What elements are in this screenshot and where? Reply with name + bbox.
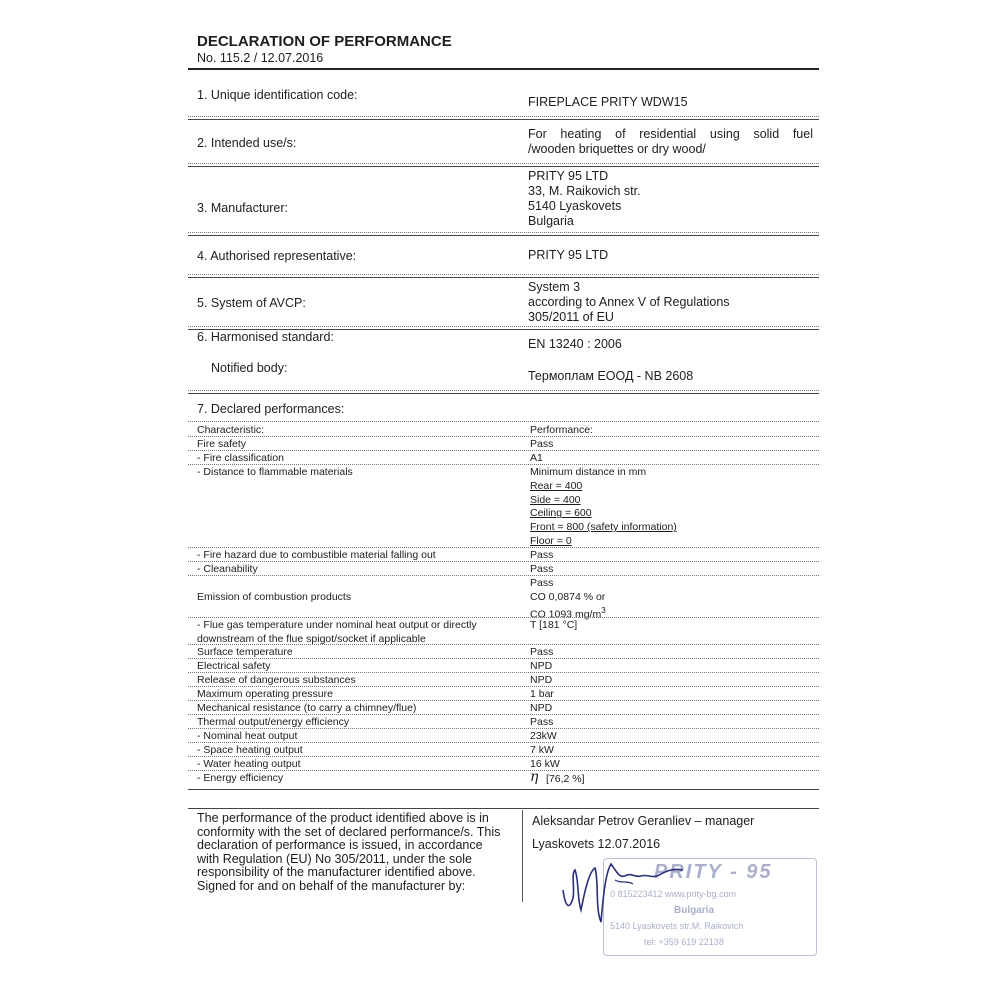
row-performance-detail: Rear = 400 bbox=[530, 479, 583, 492]
table-rule bbox=[188, 436, 819, 437]
row-characteristic: - Energy efficiency bbox=[197, 771, 284, 784]
row-characteristic: - Cleanability bbox=[197, 563, 258, 575]
row-performance-detail: Front = 800 (safety information) bbox=[530, 521, 677, 534]
footer-statement bbox=[197, 812, 500, 894]
table-rule bbox=[188, 789, 819, 790]
row-performance: 1 bar bbox=[530, 688, 554, 701]
rule bbox=[188, 235, 819, 236]
row-characteristic: Release of dangerous substances bbox=[197, 674, 356, 687]
row-characteristic: downstream of the flue spigot/socket if applicable bbox=[197, 632, 426, 645]
row-performance: A1 bbox=[530, 451, 543, 464]
row-performance: Pass bbox=[530, 563, 554, 575]
row-performance: NPD bbox=[530, 660, 553, 673]
table-rule bbox=[188, 658, 819, 659]
signatory: Aleksandar Petrov Geranliev – manager bbox=[532, 814, 755, 828]
s5-value-line: System 3 bbox=[528, 280, 581, 294]
row-performance: NPD bbox=[530, 702, 553, 714]
row-performance: Pass bbox=[530, 576, 554, 589]
stamp-text: 0 815223412 www.prity-bg.com bbox=[610, 889, 737, 899]
stamp-text: tel: +359 619 22138 bbox=[644, 937, 724, 947]
table-rule bbox=[188, 561, 819, 562]
s3-value bbox=[528, 169, 641, 229]
s6-value: EN 13240 : 2006 bbox=[528, 337, 622, 351]
s1-label: 1. Unique identification code: bbox=[197, 88, 358, 102]
statement-line: with Regulation (EU) No 305/2011, under the sole bbox=[197, 851, 472, 866]
row-performance: NPD bbox=[530, 674, 553, 687]
rule bbox=[188, 274, 819, 275]
s3-value-line: PRITY 95 LTD bbox=[528, 169, 609, 183]
notified-body-label: Notified body: bbox=[211, 361, 288, 375]
row-performance: 7 kW bbox=[530, 743, 554, 756]
statement-line: Signed for and on behalf of the manufacturer by: bbox=[197, 878, 466, 893]
s3-value-line: 33, M. Raikovich str. bbox=[528, 184, 641, 198]
footer-rule bbox=[188, 808, 819, 809]
s4-label: 4. Authorised representative: bbox=[197, 249, 357, 263]
row-performance: CO 0,0874 % or bbox=[530, 590, 606, 603]
s5-value-line: according to Annex V of Regulations bbox=[528, 295, 730, 309]
row-performance-detail: Ceiling = 600 bbox=[530, 507, 592, 520]
row-performance: CO 1093 $mg/m^3$ bbox=[530, 605, 606, 621]
rule bbox=[188, 421, 819, 422]
rule bbox=[188, 163, 819, 164]
row-performance: T [181 °C] bbox=[530, 618, 578, 631]
row-characteristic: Thermal output/energy efficiency bbox=[197, 715, 350, 728]
statement-line: The performance of the product identified above is in bbox=[197, 811, 489, 825]
stamp-text: 5140 Lyaskovets str.M. Raikovich bbox=[610, 921, 744, 931]
rule bbox=[188, 116, 819, 117]
row-performance: Minimum distance in mm bbox=[530, 465, 647, 478]
row-characteristic: - Nominal heat output bbox=[197, 729, 298, 742]
row-performance: Pass bbox=[530, 549, 554, 562]
row-characteristic: - Fire hazard due to combustible material falling out bbox=[197, 549, 436, 562]
s2-value-line: /wooden briquettes or dry wood/ bbox=[528, 142, 706, 156]
rule bbox=[188, 277, 819, 278]
row-characteristic: - Distance to flammable materials bbox=[197, 465, 353, 478]
rule bbox=[188, 393, 819, 394]
row-performance: Pass bbox=[530, 437, 554, 450]
s2-label: 2. Intended use/s: bbox=[197, 136, 297, 150]
s5-label: 5. System of AVCP: bbox=[197, 296, 306, 310]
stamp-text: Bulgaria bbox=[674, 905, 715, 916]
s7-label: 7. Declared performances: bbox=[197, 402, 345, 416]
unit-superscript: 3 bbox=[601, 605, 606, 615]
row-performance: 16 kW bbox=[530, 757, 560, 770]
row-characteristic: Emission of combustion products bbox=[197, 590, 352, 603]
s3-value-line: 5140 Lyaskovets bbox=[528, 199, 622, 213]
row-performance: Pass bbox=[530, 715, 554, 728]
table-header-characteristic: Characteristic: bbox=[197, 424, 265, 436]
table-rule bbox=[188, 575, 819, 576]
footer-divider bbox=[522, 810, 523, 902]
eta-symbol: η bbox=[530, 768, 539, 785]
signature bbox=[555, 850, 705, 925]
row-performance: [76,2 %] bbox=[546, 772, 585, 785]
place-date: Lyaskovets 12.07.2016 bbox=[532, 837, 661, 851]
document-title: DECLARATION OF PERFORMANCE bbox=[197, 33, 452, 50]
rule bbox=[188, 326, 819, 327]
row-characteristic: Mechanical resistance (to carry a chimney/flue) bbox=[197, 702, 417, 714]
s2-value-line: For heating of residential using solid fuel bbox=[528, 127, 813, 141]
rule bbox=[188, 232, 819, 233]
rule bbox=[188, 390, 819, 391]
statement-line: conformity with the set of declared performance/s. This bbox=[197, 824, 501, 839]
s4-value: PRITY 95 LTD bbox=[528, 248, 609, 262]
statement-line: declaration of performance is issued, in accordance bbox=[197, 838, 483, 853]
s1-value: FIREPLACE PRITY WDW15 bbox=[528, 95, 688, 109]
statement-line: responsibility of the manufacturer identified above. bbox=[197, 865, 476, 880]
rule bbox=[188, 119, 819, 120]
rule bbox=[188, 166, 819, 167]
s3-value-line: Bulgaria bbox=[528, 214, 574, 228]
row-characteristic: Fire safety bbox=[197, 437, 247, 450]
row-characteristic: - Water heating output bbox=[197, 757, 301, 770]
row-performance-detail: Floor = 0 bbox=[530, 535, 572, 548]
s5-value-line: 305/2011 of EU bbox=[528, 310, 614, 324]
row-performance: 23kW bbox=[530, 729, 557, 742]
row-characteristic: Surface temperature bbox=[197, 646, 293, 659]
row-characteristic: Electrical safety bbox=[197, 660, 271, 673]
s2-value bbox=[528, 127, 813, 157]
row-characteristic: - Fire classification bbox=[197, 451, 284, 464]
table-header-performance: Performance: bbox=[530, 424, 594, 436]
header-rule bbox=[188, 68, 819, 70]
document-number: No. 115.2 / 12.07.2016 bbox=[197, 51, 324, 65]
row-characteristic: - Flue gas temperature under nominal heat output or directly bbox=[197, 618, 477, 631]
row-performance-detail: Side = 400 bbox=[530, 493, 581, 506]
s3-label: 3. Manufacturer: bbox=[197, 201, 289, 215]
notified-body-value: Термоплам ЕООД - NB 2608 bbox=[528, 369, 694, 383]
stamp-text: PRITY - 95 bbox=[654, 861, 773, 883]
row-characteristic: Maximum operating pressure bbox=[197, 688, 333, 701]
s6-label: 6. Harmonised standard: bbox=[197, 330, 334, 344]
row-performance: Pass bbox=[530, 646, 554, 659]
s5-value bbox=[528, 280, 730, 325]
row-characteristic: - Space heating output bbox=[197, 743, 303, 756]
